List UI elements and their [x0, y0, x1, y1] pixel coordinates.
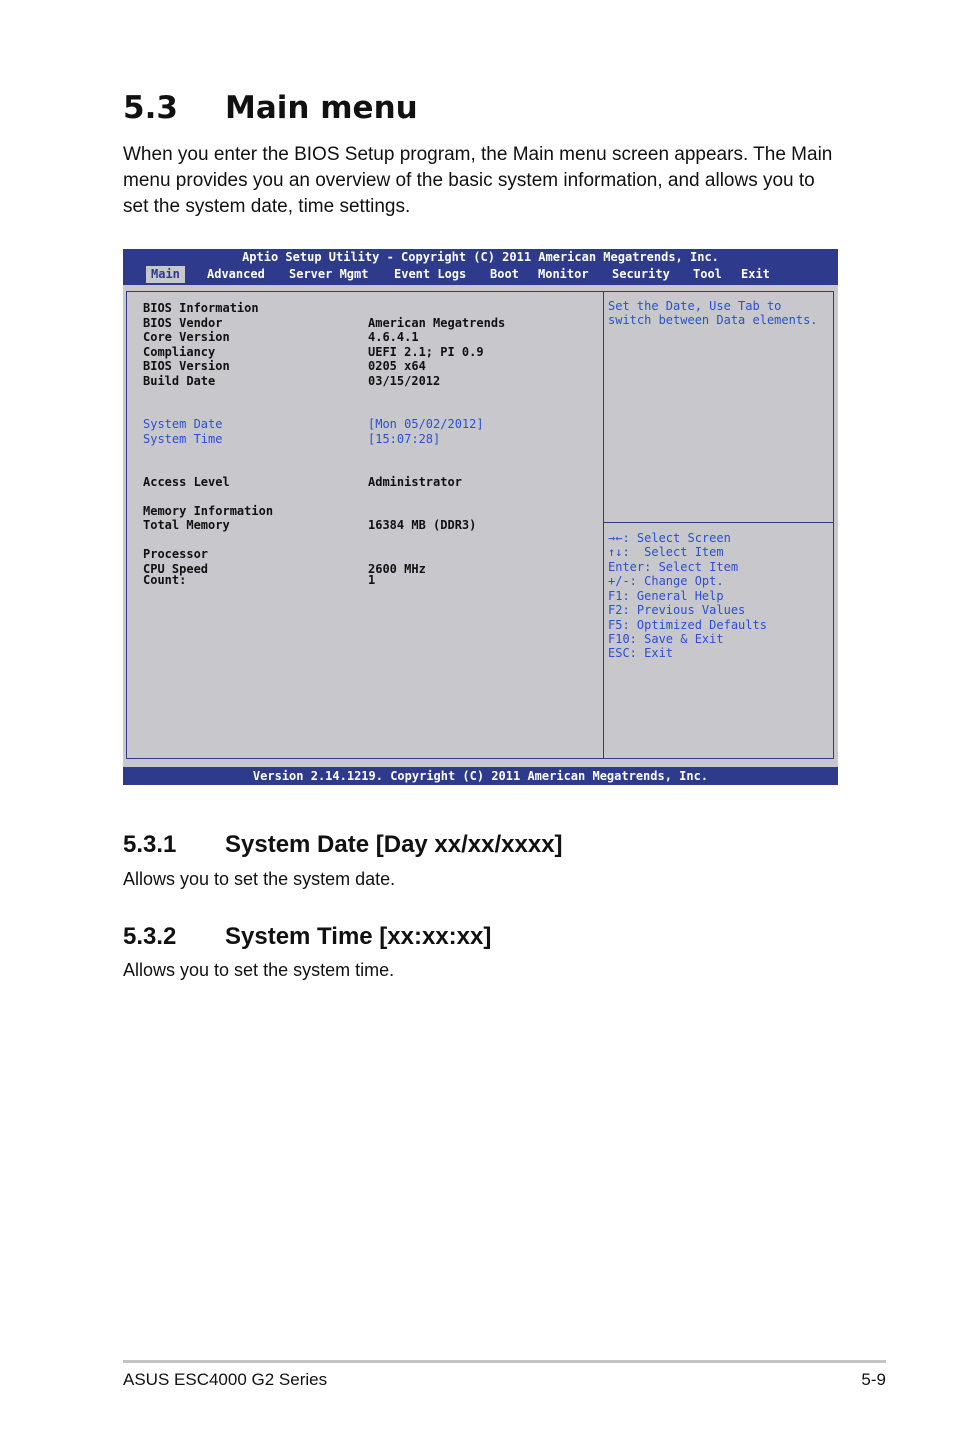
subsection-title: System Time [xx:xx:xx]	[225, 923, 492, 950]
key-help-enter: Enter: Select Item	[608, 560, 739, 574]
menu-tab-security[interactable]: Security	[612, 267, 670, 281]
section-number: 5.3	[123, 90, 178, 126]
footer-product-name: ASUS ESC4000 G2 Series	[123, 1370, 328, 1389]
menu-tab-tool[interactable]: Tool	[693, 267, 722, 281]
bios-vendor-label: BIOS Vendor	[143, 316, 223, 330]
help-text-line: switch between Data elements.	[608, 313, 818, 327]
bios-version-label: BIOS Version	[143, 359, 230, 373]
core-version-value: 4.6.4.1	[368, 330, 419, 344]
help-text-line: Set the Date, Use Tab to	[608, 299, 782, 313]
menu-tab-exit[interactable]: Exit	[741, 267, 770, 281]
cpu-count-value: 1	[368, 573, 376, 587]
processor-heading: Processor	[143, 547, 209, 561]
menu-tab-main[interactable]: Main	[146, 266, 185, 283]
section-heading	[123, 86, 418, 130]
key-help-change-opt: +/-: Change Opt.	[608, 574, 724, 588]
cpu-speed-label: CPU Speed	[143, 562, 209, 576]
total-memory-label: Total Memory	[143, 518, 230, 532]
section-title: Main menu	[225, 90, 418, 126]
cpu-speed-value: 2600 MHz	[368, 562, 426, 576]
subsection-title: System Date [Day xx/xx/xxxx]	[225, 831, 563, 858]
compliancy-value: UEFI 2.1; PI 0.9	[368, 345, 484, 359]
menu-tab-server-mgmt[interactable]: Server Mgmt	[289, 267, 369, 281]
menu-tab-advanced[interactable]: Advanced	[207, 267, 265, 281]
subsection-heading-system-time	[123, 922, 491, 952]
access-level-value: Administrator	[368, 475, 462, 489]
cpu-count-label: Count:	[143, 573, 187, 587]
subsection-number: 5.3.1	[123, 831, 177, 858]
menu-tab-monitor[interactable]: Monitor	[538, 267, 589, 281]
bios-menu-bar	[123, 266, 838, 285]
footer-divider	[123, 1360, 886, 1363]
system-date-field[interactable]: [Mon 05/02/2012]	[368, 417, 484, 431]
bios-panel-divider	[603, 291, 604, 759]
compliancy-label: Compliancy	[143, 345, 216, 359]
key-help-esc: ESC: Exit	[608, 646, 674, 660]
menu-tab-event-logs[interactable]: Event Logs	[394, 267, 467, 281]
footer-page-number: 5-9	[861, 1370, 886, 1389]
key-help-select-item-arrows: ↑↓: Select Item	[608, 545, 724, 559]
bios-vendor-value: American Megatrends	[368, 316, 506, 330]
bios-footer-bar: Version 2.14.1219. Copyright (C) 2011 American Megatrends, Inc.	[123, 767, 838, 785]
system-date-label[interactable]: System Date	[143, 417, 223, 431]
system-time-label[interactable]: System Time	[143, 432, 223, 446]
system-time-description: Allows you to set the system time.	[123, 960, 395, 980]
bios-title-bar: Aptio Setup Utility - Copyright (C) 2011 American Megatrends, Inc.	[123, 249, 838, 266]
build-date-label: Build Date	[143, 374, 216, 388]
bios-screenshot	[123, 249, 838, 785]
bios-information-heading: BIOS Information	[143, 301, 259, 315]
core-version-label: Core Version	[143, 330, 230, 344]
key-help-f10: F10: Save & Exit	[608, 632, 724, 646]
bios-version-value: 0205 x64	[368, 359, 426, 373]
intro-paragraph: When you enter the BIOS Setup program, the Main menu screen appears. The Main menu provides you an overview of the basic system information, and allows you to set the system date, time settings.	[123, 144, 833, 217]
build-date-value: 03/15/2012	[368, 374, 441, 388]
key-help-f1: F1: General Help	[608, 589, 724, 603]
subsection-number: 5.3.2	[123, 923, 177, 950]
access-level-label: Access Level	[143, 475, 230, 489]
total-memory-value: 16384 MB (DDR3)	[368, 518, 477, 532]
bios-content-frame	[126, 291, 834, 759]
key-help-f2: F2: Previous Values	[608, 603, 746, 617]
system-time-field[interactable]: [15:07:28]	[368, 432, 441, 446]
memory-information-heading: Memory Information	[143, 504, 274, 518]
system-date-description: Allows you to set the system date.	[123, 869, 396, 889]
key-help-f5: F5: Optimized Defaults	[608, 618, 767, 632]
menu-tab-boot[interactable]: Boot	[490, 267, 519, 281]
key-help-select-screen: →←: Select Screen	[608, 531, 731, 545]
subsection-heading-system-date	[123, 830, 563, 860]
bios-help-divider	[604, 522, 834, 523]
